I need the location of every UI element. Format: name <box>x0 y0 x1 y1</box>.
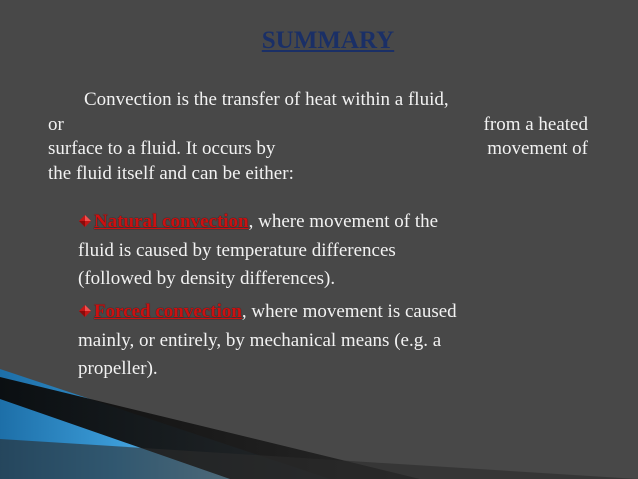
intro-text-3a: surface to a fluid. It occurs by <box>48 138 276 159</box>
bullet-line-2: mainly, or entirely, by mechanical means (e.g. a <box>78 329 442 351</box>
intro-text-3b: movement of <box>487 138 588 159</box>
bullet-natural-convection <box>78 208 588 294</box>
bullet-line-3: (followed by density differences). <box>78 268 336 289</box>
slide-title: SUMMARY <box>261 27 395 54</box>
bullet-line-1 <box>78 208 588 237</box>
intro-text-1: Convection is the transfer of heat within a fluid, <box>84 89 449 110</box>
red-diamond-bullet-icon <box>78 214 92 228</box>
intro-text-2b: from a heated <box>483 113 588 135</box>
red-diamond-bullet-icon <box>78 304 92 318</box>
intro-line-1 <box>48 88 588 113</box>
bullet-line-3: propeller). <box>78 358 158 379</box>
intro-line-2 <box>48 113 588 138</box>
intro-line-4: the fluid itself and can be either: <box>48 162 294 184</box>
bullet-text-1: , where movement is caused <box>241 301 457 322</box>
bullet-line-2: fluid is caused by temperature differences <box>78 239 396 261</box>
term-forced-convection: Forced convection <box>94 301 242 322</box>
term-natural-convection: Natural convection <box>94 211 249 232</box>
intro-text-2a: or <box>48 113 64 135</box>
bullet-text-1: , where movement of the <box>248 211 439 232</box>
bullet-line-1 <box>78 298 588 327</box>
intro-paragraph <box>48 88 588 186</box>
intro-line-3 <box>48 137 588 162</box>
decorative-wedge <box>0 369 638 479</box>
